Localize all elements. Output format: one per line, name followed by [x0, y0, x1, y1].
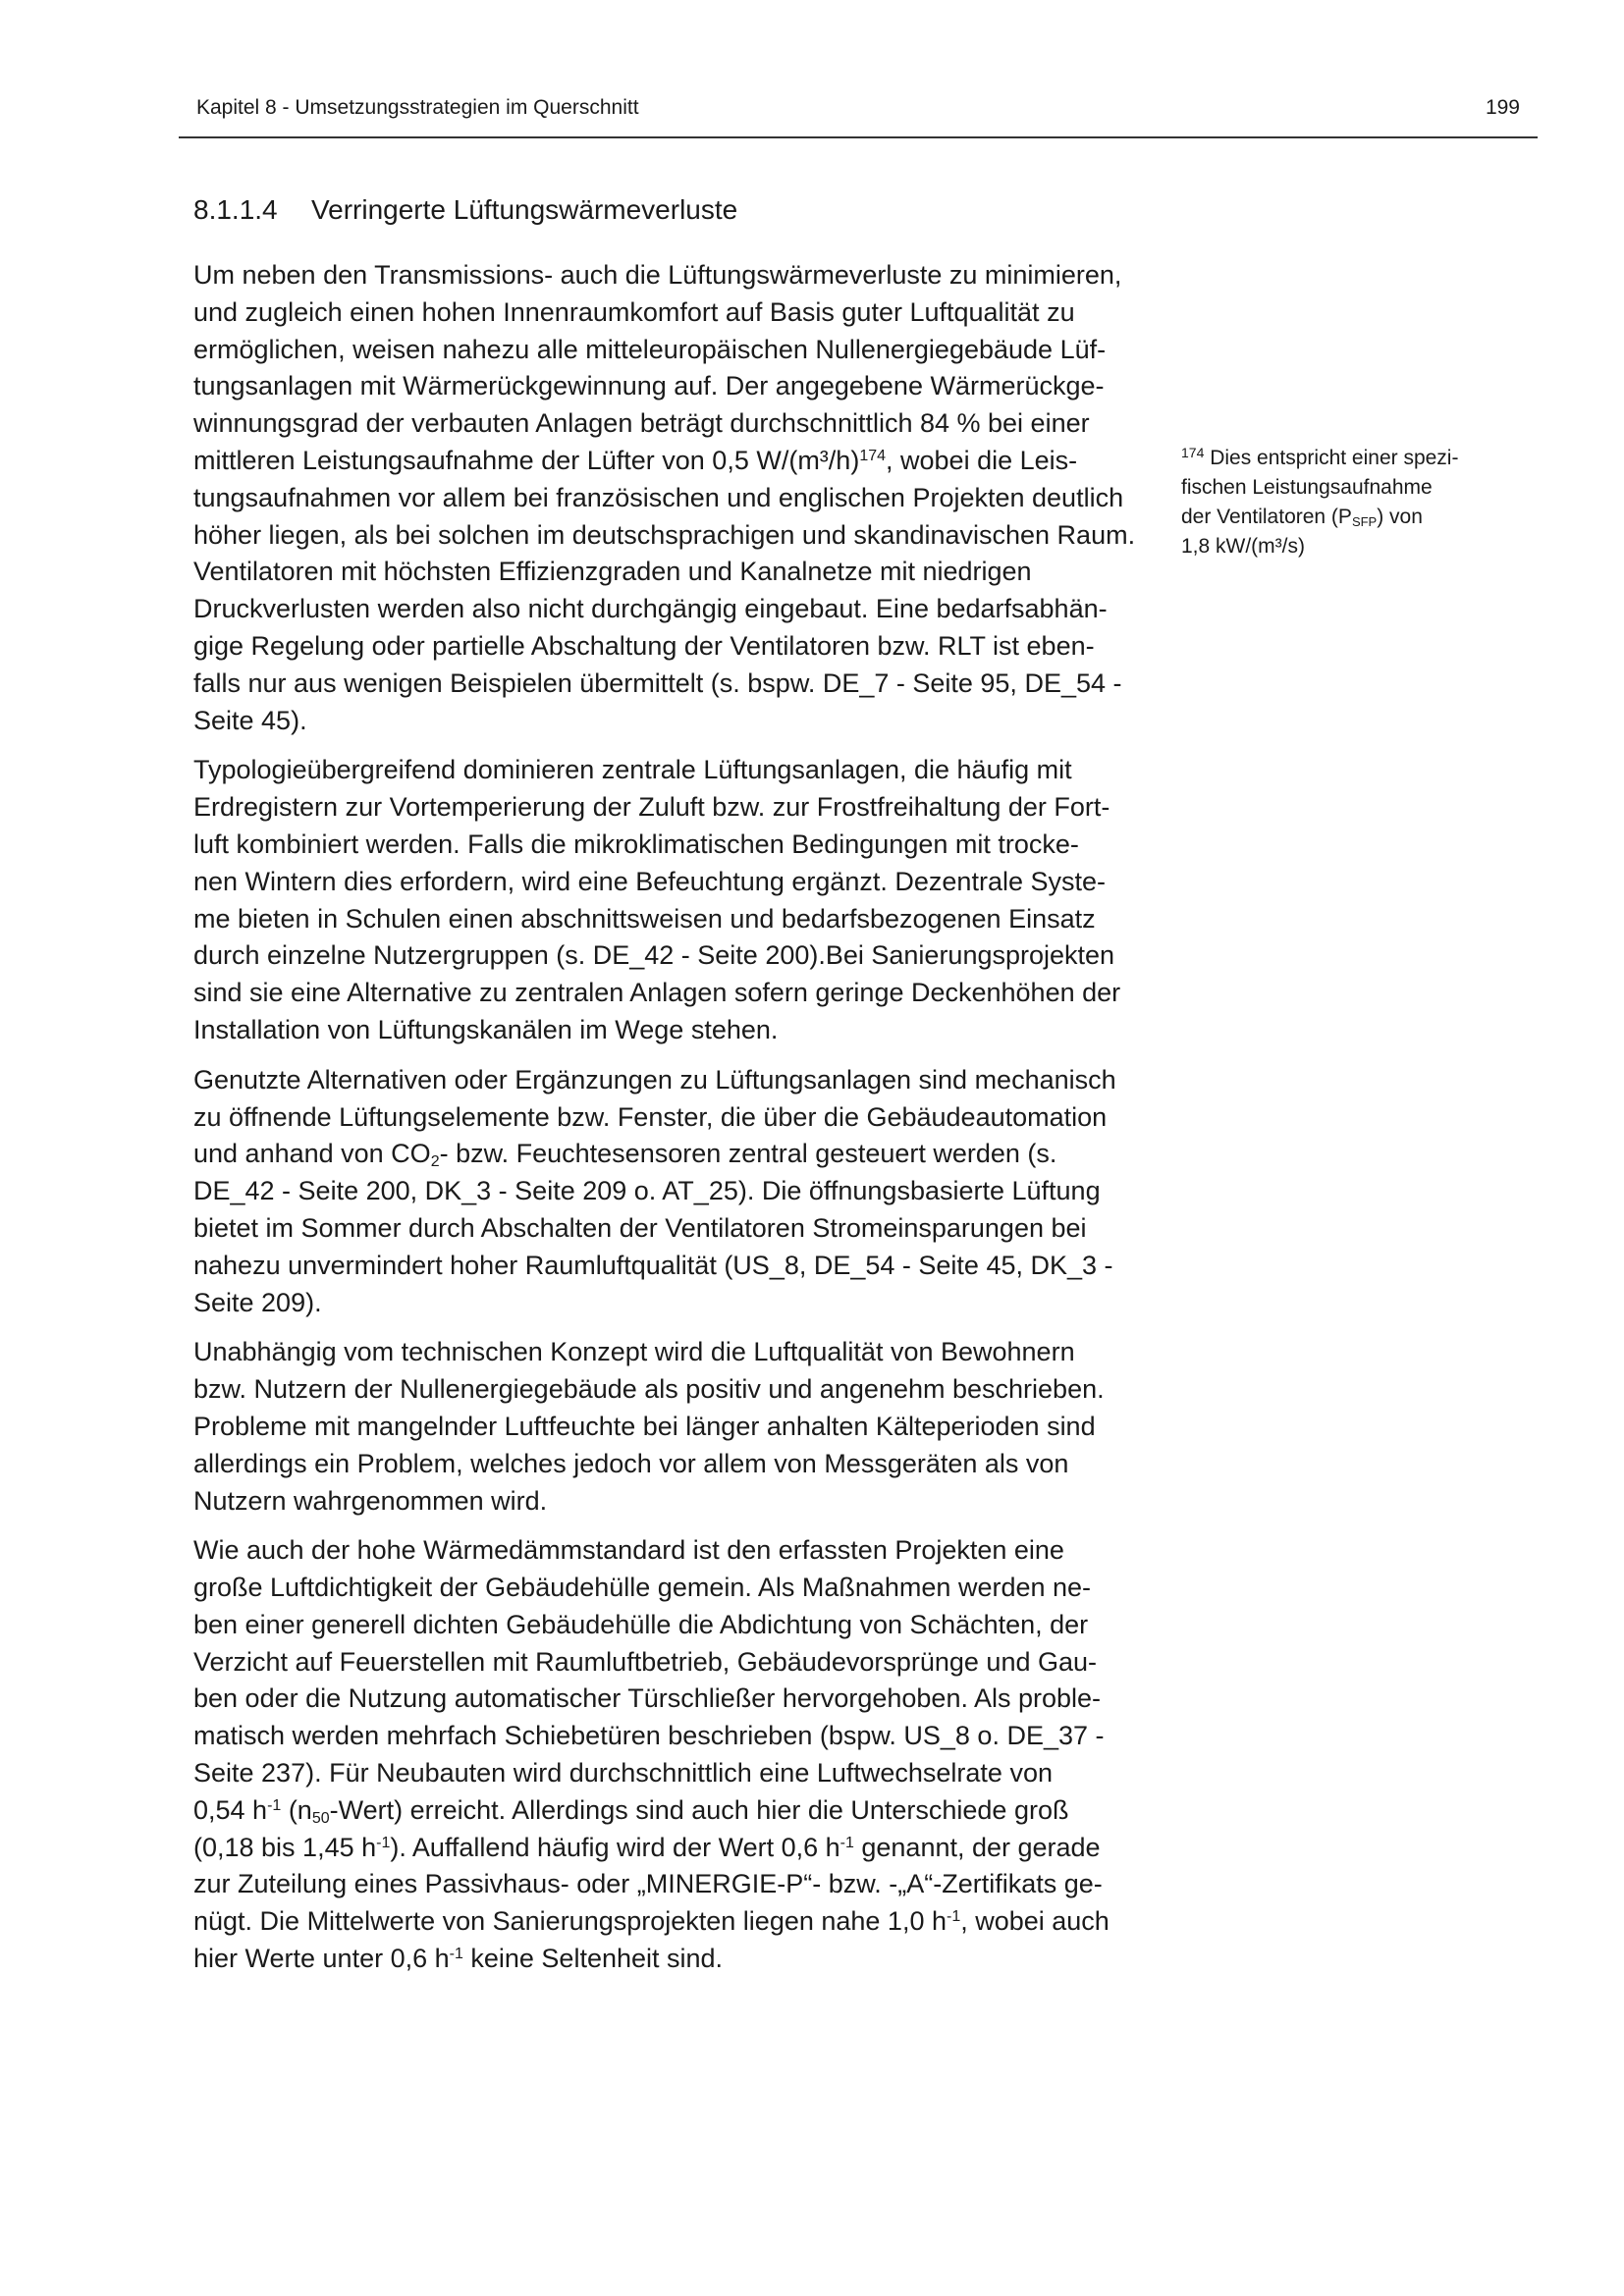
- text-span: Seite 209).: [193, 1287, 322, 1317]
- text-span: Verzicht auf Feuerstellen mit Raumluftbetrieb, Gebäudevorsprünge und Gau-: [193, 1646, 1098, 1677]
- text-span: matisch werden mehrfach Schiebetüren beschrieben (bspw. US_8 o. DE_37 -: [193, 1721, 1105, 1751]
- text-line: [193, 1941, 1175, 1978]
- text-span: Um neben den Transmissions- auch die Lüftungswärmeverluste zu minimieren,: [193, 260, 1122, 290]
- text-span: Dies entspricht einer spezi-: [1204, 447, 1459, 469]
- body-text: [193, 257, 1175, 1991]
- text-span: Ventilatoren mit höchsten Effizienzgraden und Kanalnetze mit niedrigen: [193, 557, 1032, 587]
- text-line: [193, 752, 1175, 789]
- section-number: 8.1.1.4: [193, 194, 278, 225]
- text-span: allerdings ein Problem, welches jedoch vor allem von Messgeräten als von: [193, 1448, 1069, 1478]
- text-line: [193, 294, 1175, 332]
- text-span: DE_42 - Seite 200, DK_3 - Seite 209 o. AT_25). Die öffnungsbasierte Lüftung: [193, 1176, 1101, 1206]
- text-span: und anhand von CO: [193, 1139, 431, 1169]
- text-line: [193, 1062, 1175, 1099]
- text-span: me bieten in Schulen einen abschnittsweisen und bedarfsbezogenen Einsatz: [193, 903, 1096, 934]
- text-span: der Ventilatoren (P: [1181, 506, 1352, 528]
- text-span: nen Wintern dies erfordern, wird eine Befeuchtung ergänzt. Dezentrale Syste-: [193, 866, 1106, 896]
- superscript: -1: [946, 1908, 961, 1926]
- text-line: [193, 1285, 1175, 1322]
- text-span: Unabhängig vom technischen Konzept wird die Luftqualität von Bewohnern: [193, 1337, 1075, 1367]
- superscript: 174: [859, 447, 887, 464]
- text-line: [193, 1173, 1175, 1210]
- text-line: [193, 1681, 1175, 1718]
- text-line: [193, 1210, 1175, 1248]
- text-line: [193, 937, 1175, 975]
- text-line: [1181, 503, 1458, 532]
- text-line: [193, 368, 1175, 405]
- text-span: -Wert) erreicht. Allerdings sind auch hier die Unterschiede groß: [329, 1794, 1069, 1825]
- text-span: Wie auch der hohe Wärmedämmstandard ist den erfassten Projekten eine: [193, 1535, 1064, 1566]
- section-heading: [193, 194, 737, 226]
- text-line: [193, 1248, 1175, 1285]
- text-span: tungsaufnahmen vor allem bei französischen und englischen Projekten deutlich: [193, 482, 1124, 512]
- text-line: [193, 1409, 1175, 1446]
- text-line: [193, 789, 1175, 827]
- text-span: bzw. Nutzern der Nullenergiegebäude als positiv und angenehm beschrieben.: [193, 1374, 1105, 1405]
- text-span: winnungsgrad der verbauten Anlagen beträgt durchschnittlich 84 % bei einer: [193, 408, 1090, 439]
- subscript: 50: [311, 1809, 330, 1827]
- text-span: bietet im Sommer durch Abschalten der Ventilatoren Stromeinsparungen bei: [193, 1212, 1087, 1243]
- header-rule: [179, 136, 1538, 138]
- text-line: [1181, 532, 1458, 561]
- text-span: ben oder die Nutzung automatischer Türschließer hervorgehoben. Als proble-: [193, 1683, 1102, 1714]
- text-line: [193, 1483, 1175, 1521]
- text-span: mittleren Leistungsaufnahme der Lüfter von 0,5 W/(m³/h): [193, 445, 860, 475]
- text-line: [193, 257, 1175, 294]
- text-line: [193, 1903, 1175, 1941]
- text-line: [193, 480, 1175, 517]
- text-span: Probleme mit mangelnder Luftfeuchte bei länger anhalten Kälteperioden sind: [193, 1411, 1096, 1441]
- text-span: nügt. Die Mittelwerte von Sanierungsprojekten liegen nahe 1,0 h: [193, 1906, 947, 1937]
- text-span: und zugleich einen hohen Innenraumkomfort auf Basis guter Luftqualität zu: [193, 296, 1075, 327]
- text-span: nahezu unvermindert hoher Raumluftqualität (US_8, DE_54 - Seite 45, DK_3 -: [193, 1250, 1113, 1280]
- text-line: [193, 1371, 1175, 1409]
- text-line: [193, 332, 1175, 369]
- text-line: [193, 554, 1175, 591]
- text-span: Installation von Lüftungskanälen im Wege stehen.: [193, 1014, 779, 1044]
- text-span: Nutzern wahrgenommen wird.: [193, 1485, 548, 1516]
- text-line: [193, 443, 1175, 480]
- text-span: (0,18 bis 1,45 h: [193, 1832, 377, 1862]
- superscript: -1: [449, 1946, 463, 1963]
- text-span: große Luftdichtigkeit der Gebäudehülle gemein. Als Maßnahmen werden ne-: [193, 1573, 1092, 1603]
- text-line: [193, 1792, 1175, 1830]
- text-span: zu öffnende Lüftungselemente bzw. Fenster, die über die Gebäudeautomation: [193, 1101, 1108, 1132]
- text-span: höher liegen, als bei solchen im deutschsprachigen und skandinavischen Raum.: [193, 519, 1136, 550]
- text-span: Typologieübergreifend dominieren zentrale Lüftungsanlagen, die häufig mit: [193, 755, 1072, 785]
- subscript: 2: [430, 1153, 440, 1171]
- text-span: genannt, der gerade: [853, 1832, 1101, 1862]
- text-span: 0,54 h: [193, 1794, 268, 1825]
- text-line: [193, 1866, 1175, 1903]
- text-span: keine Seltenheit sind.: [462, 1944, 724, 1974]
- text-line: [193, 1570, 1175, 1607]
- text-span: Genutzte Alternativen oder Ergänzungen zu Lüftungsanlagen sind mechanisch: [193, 1064, 1116, 1095]
- text-span: sind sie eine Alternative zu zentralen Anlagen sofern geringe Deckenhöhen der: [193, 978, 1121, 1008]
- paragraph: [193, 752, 1175, 1048]
- text-span: gige Regelung oder partielle Abschaltung der Ventilatoren bzw. RLT ist eben-: [193, 630, 1095, 661]
- text-span: ermöglichen, weisen nahezu alle mitteleuropäischen Nullenergiegebäude Lüf-: [193, 334, 1107, 364]
- text-line: [193, 1099, 1175, 1137]
- text-line: [193, 1644, 1175, 1682]
- text-span: (n: [281, 1794, 312, 1825]
- text-span: luft kombiniert werden. Falls die mikroklimatischen Bedingungen mit trocke-: [193, 828, 1079, 859]
- text-line: [193, 1532, 1175, 1570]
- text-line: [193, 827, 1175, 864]
- text-line: [193, 1718, 1175, 1755]
- text-span: durch einzelne Nutzergruppen (s. DE_42 - Seite 200).Bei Sanierungsprojekten: [193, 940, 1115, 971]
- text-line: [193, 1607, 1175, 1644]
- superscript: -1: [839, 1834, 854, 1851]
- text-line: [193, 1830, 1175, 1867]
- paragraph: [193, 1532, 1175, 1978]
- text-span: falls nur aus wenigen Beispielen übermittelt (s. bspw. DE_7 - Seite 95, DE_54 -: [193, 667, 1122, 698]
- text-span: Seite 45).: [193, 705, 307, 735]
- text-line: [193, 517, 1175, 555]
- text-span: fischen Leistungsaufnahme: [1181, 476, 1433, 499]
- text-span: - bzw. Feuchtesensoren zentral gesteuert werden (s.: [439, 1139, 1057, 1169]
- text-span: tungsanlagen mit Wärmerückgewinnung auf. Der angegebene Wärmerückge-: [193, 371, 1105, 401]
- text-line: [193, 975, 1175, 1012]
- text-line: [193, 864, 1175, 901]
- text-line: [193, 1446, 1175, 1483]
- paragraph: [193, 1334, 1175, 1520]
- text-line: [193, 591, 1175, 628]
- text-span: Erdregistern zur Vortemperierung der Zuluft bzw. zur Frostfreihaltung der Fort-: [193, 792, 1110, 823]
- paragraph: [193, 257, 1175, 739]
- text-line: [193, 901, 1175, 938]
- subscript: SFP: [1351, 514, 1378, 529]
- text-line: [193, 1755, 1175, 1792]
- text-line: [1181, 473, 1458, 503]
- text-line: [193, 1136, 1175, 1173]
- text-span: ). Auffallend häufig wird der Wert 0,6 h: [390, 1832, 840, 1862]
- superscript: 174: [1181, 445, 1205, 460]
- text-line: [193, 666, 1175, 703]
- text-span: ) von: [1377, 506, 1423, 528]
- running-header: Kapitel 8 - Umsetzungsstrategien im Querschnitt: [196, 96, 639, 119]
- text-span: Seite 237). Für Neubauten wird durchschnittlich eine Luftwechselrate von: [193, 1758, 1053, 1789]
- page-number: 199: [1485, 96, 1520, 119]
- section-title: Verringerte Lüftungswärmeverluste: [311, 194, 738, 225]
- paragraph: [193, 1062, 1175, 1322]
- text-span: 1,8 kW/(m³/s): [1181, 535, 1305, 558]
- text-line: [193, 628, 1175, 666]
- text-span: hier Werte unter 0,6 h: [193, 1944, 450, 1974]
- text-span: , wobei auch: [960, 1906, 1110, 1937]
- text-span: Druckverlusten werden also nicht durchgängig eingebaut. Eine bedarfsabhän-: [193, 594, 1108, 624]
- text-span: zur Zuteilung eines Passivhaus- oder „MINERGIE-P“- bzw. -„A“-Zertifikats ge-: [193, 1869, 1103, 1899]
- text-span: , wobei die Leis-: [886, 445, 1078, 475]
- text-line: [193, 1012, 1175, 1049]
- footnote-174: [1181, 444, 1458, 561]
- text-line: [193, 1334, 1175, 1371]
- text-line: [193, 405, 1175, 443]
- text-span: ben einer generell dichten Gebäudehülle die Abdichtung von Schächten, der: [193, 1609, 1089, 1639]
- superscript: -1: [267, 1796, 282, 1814]
- text-line: [193, 703, 1175, 740]
- text-line: [1181, 444, 1458, 473]
- superscript: -1: [376, 1834, 391, 1851]
